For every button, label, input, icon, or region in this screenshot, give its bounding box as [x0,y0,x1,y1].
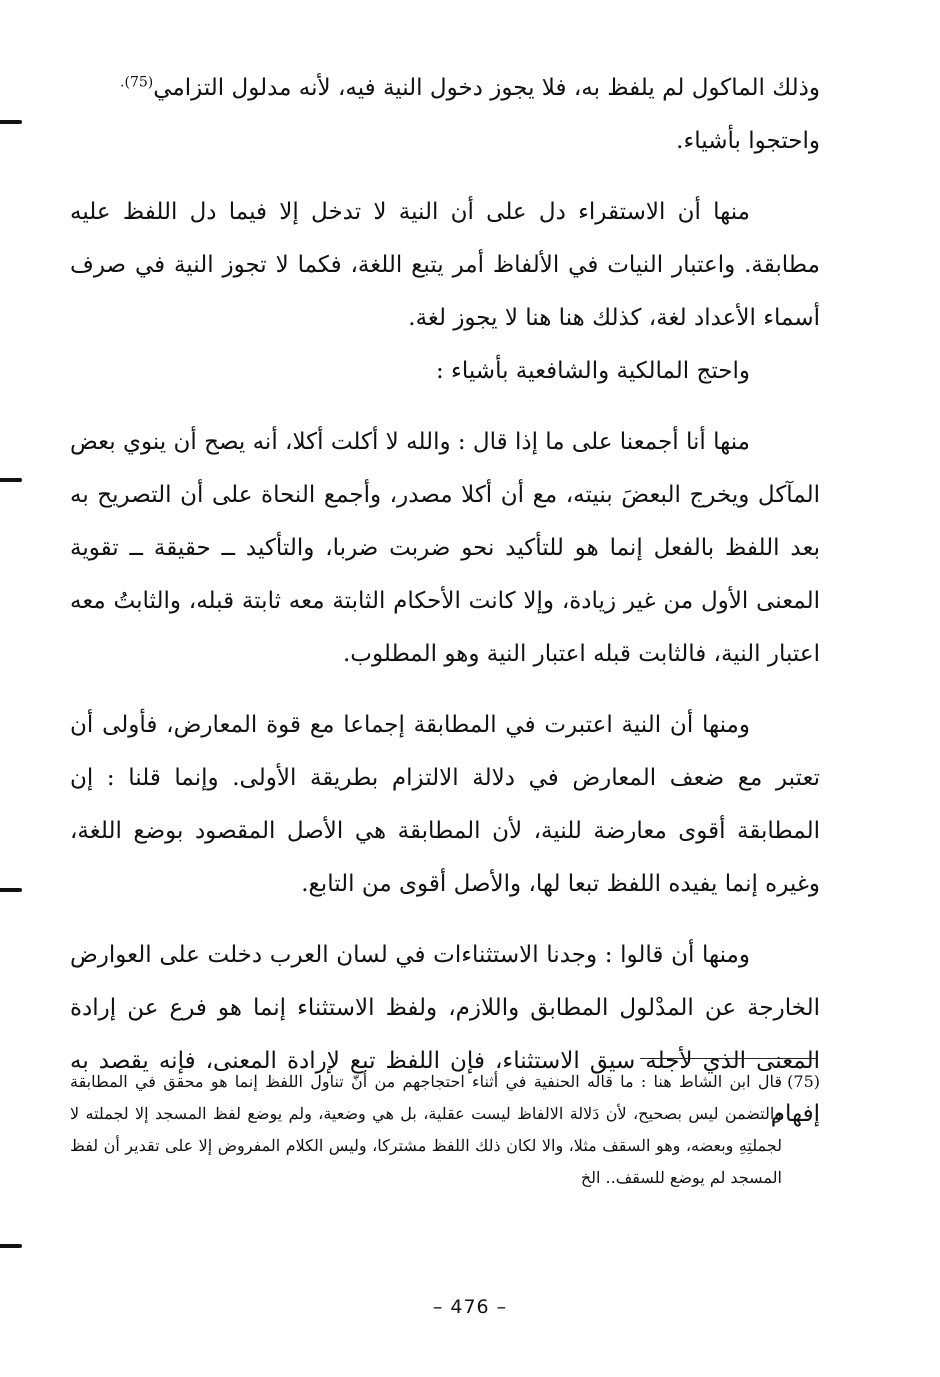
scan-edge-mark [0,1244,22,1248]
footnote-text: قال ابن الشاط هنا : ما قاله الحنفية في أثناء احتجاجهم من أنّ تناول اللفظ إنما هو محقق في المطابقة والتضمن ليس بصحيح، لأن دَلالة الالفاظ ليست عقلية، بل هي وضعية، ولم يوضع لفظ المسجد إلا لجملته لا لجملتِهِ وبعضه، وهو السقف مثلا، والا لكان ذلك اللفظ مشتركا، وليس الكلام المفروض إلا على تقدير أن لفظ المسجد لم يوضع للسقف.. الخ [70,1072,783,1187]
footnote-divider [640,1058,816,1059]
main-text [70,62,820,1141]
paragraph: منها أن الاستقراء دل على أن النية لا تدخل إلا فيما دل اللفظ عليه مطابقة. واعتبار النيات في الألفاظ أمر يتبع اللغة، فكما لا تجوز النية في صرف أسماء الأعداد لغة، كذلك هنا هنا لا يجوز لغة. [70,199,820,331]
paragraph [70,62,820,115]
paragraph: ومنها أن النية اعتبرت في المطابقة إجماعا مع قوة المعارض، فأولى أن تعتبر مع ضعف المعارض في دلالة الالتزام بطريقة الأولى. وإنما قلنا : إن المطابقة أقوى معارضة للنية، لأن المطابقة هي الأصل المقصود بوضع اللغة، وغيره إنما يفيده اللفظ تبعا لها، والأصل أقوى من التابع. [70,712,820,897]
footnote-reference: (75). [120,74,154,91]
paragraph-text: وذلك الماكول لم يلفظ به، فلا يجوز دخول النية فيه، لأنه مدلول التزامي [153,75,820,101]
scan-edge-mark [0,120,22,124]
footnote [70,1066,820,1194]
paragraph: منها أنا أجمعنا على ما إذا قال : والله لا أكلت أكلا، أنه يصح أن ينوي بعض المآكل ويخرج البعضَ بنيته، مع أن أكلا مصدر، وأجمع النحاة على أن التصريح به بعد اللفظ بالفعل إنما هو للتأكيد نحو ضربت ضربا، والتأكيد ــ حقيقة ــ تقوية المعنى الأول من غير زيادة، وإلا كانت الأحكام الثابتة معه ثابتة قبله، والثابتُ معه اعتبار النية، فالثابت قبله اعتبار النية وهو المطلوب. [69,429,820,667]
scan-edge-mark [0,478,22,482]
scan-edge-mark [0,888,22,892]
section-heading: واحتج المالكية والشافعية بأشياء : [435,358,750,384]
paragraph: ومنها أن قالوا : وجدنا الاستثناءات في لسان العرب دخلت على العوارض الخارجة عن المدْلول المطابق واللازم، ولفظ الاستثناء إنما هو فرع عن إرادة المعنى الذي لأجله سيق الاستثناء، فإن اللفظ تبع لإرادة المعنى، فإنه يقصد به إفهام [70,942,820,1127]
paragraph: واحتجوا بأشياء. [676,128,820,154]
page-number: – 476 – [432,1296,508,1318]
footnote-number: (75) [787,1072,820,1091]
footnotes [70,1066,820,1194]
